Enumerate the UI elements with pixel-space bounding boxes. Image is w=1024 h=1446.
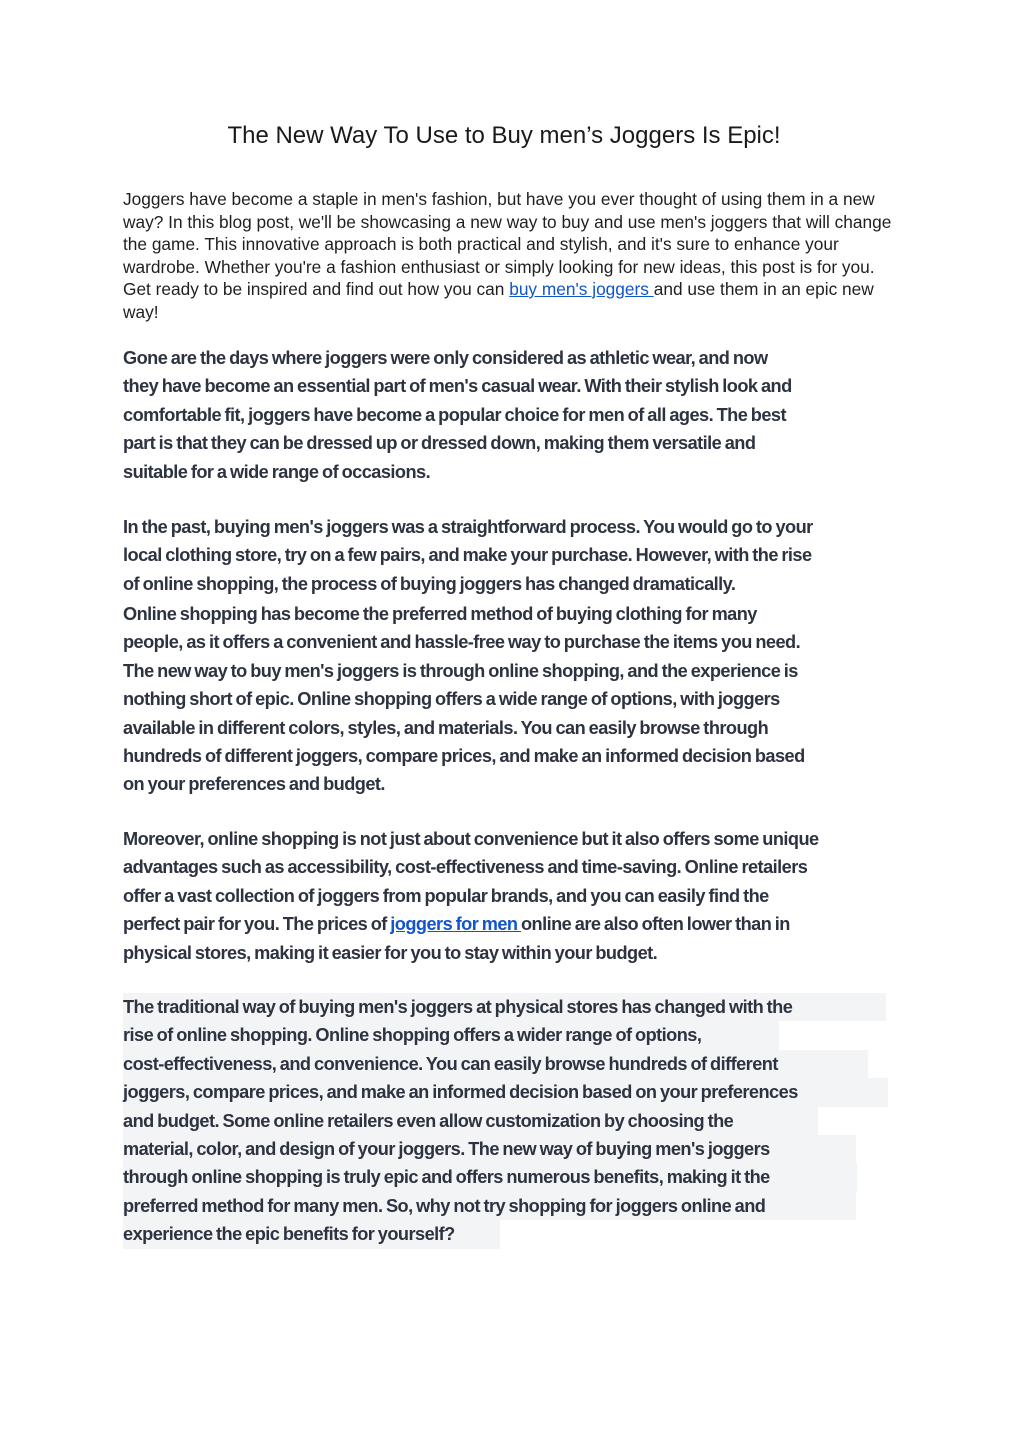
- paragraph-line: The new way to buy men's joggers is through online shopping, and the experience is: [123, 660, 798, 681]
- paragraph-line: people, as it offers a convenient and hassle-free way to purchase the items you need.: [123, 632, 801, 653]
- paragraph-line: comfortable fit, joggers have become a popular choice for men of all ages. The best: [123, 404, 786, 425]
- highlighted-line: preferred method for many men. So, why not try shopping for joggers online and: [123, 1192, 856, 1220]
- paragraph-line: advantages such as accessibility, cost-effectiveness and time-saving. Online retailers: [123, 857, 808, 878]
- paragraph-line: In the past, buying men's joggers was a straightforward process. You would go to your: [123, 517, 813, 537]
- highlighted-line: through online shopping is truly epic and offers numerous benefits, making it the: [123, 1163, 857, 1191]
- paragraph-line: suitable for a wide range of occasions.: [123, 461, 431, 482]
- highlighted-line: rise of online shopping. Online shopping offers a wider range of options,: [123, 1021, 779, 1049]
- paragraph-traditional-way: [123, 993, 888, 1249]
- highlighted-line: joggers, compare prices, and make an informed decision based on your preferences: [123, 1078, 888, 1106]
- highlighted-line: and budget. Some online retailers even allow customization by choosing the: [123, 1107, 818, 1135]
- paragraph-line: Gone are the days where joggers were only considered as athletic wear, and now: [123, 348, 768, 368]
- line-text-end: online are also often lower than in: [521, 914, 790, 935]
- paragraph-line-with-link: [123, 910, 819, 938]
- paragraph-athletic-wear: [123, 344, 792, 486]
- intro-text-end: and use them in an epic new way!: [123, 279, 874, 322]
- paragraph-online-shopping: [123, 600, 805, 799]
- highlighted-line: material, color, and design of your joggers. The new way of buying men's joggers: [123, 1135, 856, 1163]
- highlighted-line: cost-effectiveness, and convenience. You can easily browse hundreds of different: [123, 1050, 868, 1078]
- intro-paragraph: [123, 188, 893, 323]
- paragraph-line: local clothing store, try on a few pairs, and make your purchase. However, with the rise: [123, 545, 812, 566]
- paragraph-line: nothing short of epic. Online shopping offers a wide range of options, with joggers: [123, 689, 780, 710]
- paragraph-line: Online shopping has become the preferred method of buying clothing for many: [123, 604, 757, 624]
- buy-mens-joggers-link[interactable]: buy men's joggers: [509, 279, 654, 299]
- page-title: The New Way To Use to Buy men’s Joggers Is Epic!: [227, 122, 781, 149]
- highlighted-line: experience the epic benefits for yourself?: [123, 1220, 500, 1248]
- paragraph-in-the-past: [123, 513, 813, 598]
- paragraph-moreover: [123, 825, 819, 967]
- paragraph-line: offer a vast collection of joggers from popular brands, and you can easily find the: [123, 885, 769, 906]
- paragraph-line: of online shopping, the process of buying joggers has changed dramatically.: [123, 573, 736, 594]
- paragraph-line: hundreds of different joggers, compare prices, and make an informed decision based: [123, 746, 805, 767]
- paragraph-line: on your preferences and budget.: [123, 774, 385, 795]
- paragraph-line: Moreover, online shopping is not just about convenience but it also offers some unique: [123, 829, 819, 849]
- paragraph-line: available in different colors, styles, and materials. You can easily browse through: [123, 717, 769, 738]
- paragraph-line: they have become an essential part of men's casual wear. With their stylish look and: [123, 376, 792, 397]
- line-text-start: perfect pair for you. The prices of: [123, 914, 391, 935]
- highlighted-line: The traditional way of buying men's joggers at physical stores has changed with the: [123, 993, 886, 1021]
- joggers-for-men-link[interactable]: joggers for men: [390, 914, 521, 935]
- paragraph-line: physical stores, making it easier for you to stay within your budget.: [123, 942, 658, 963]
- intro-text-start: Joggers have become a staple in men's fashion, but have you ever thought of using them in a new way? In this blog post, we'll be showcasing a new way to buy and use men's joggers that will change the game. This innovative approach is both practical and stylish, and it's sure to enhance your wardrobe. Whether you're a fashion enthusiast or simply looking for new ideas, this post is for you. Get ready to be inspired and find out how you can: [123, 189, 892, 299]
- paragraph-line: part is that they can be dressed up or dressed down, making them versatile and: [123, 433, 756, 454]
